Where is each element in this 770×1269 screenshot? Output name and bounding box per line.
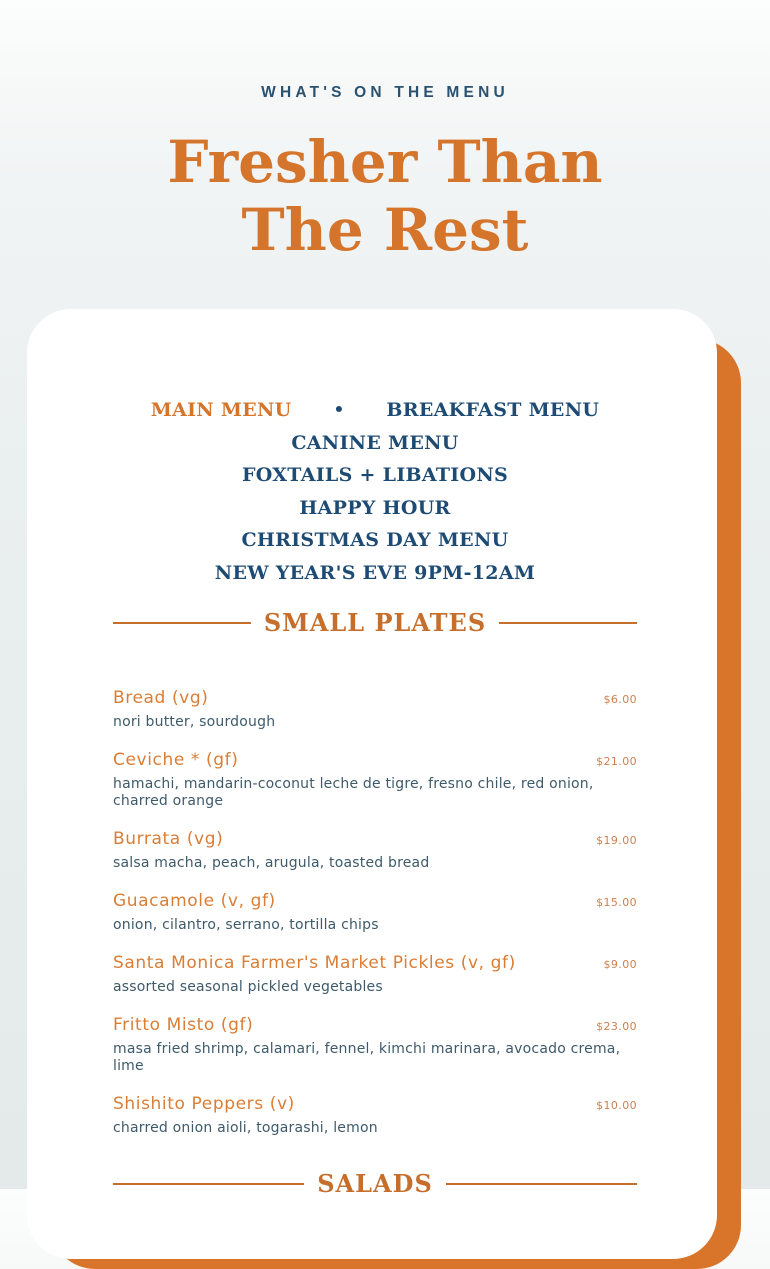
menu-item-header: [113, 750, 637, 770]
menu-item-fritto-misto: [113, 1015, 637, 1075]
section-heading-next: [113, 1169, 637, 1199]
eyebrow-label: WHAT'S ON THE MENU: [261, 84, 509, 101]
section-title: SMALL PLATES: [263, 608, 487, 637]
menu-item-header: [113, 829, 637, 849]
menu-nav-row: [113, 394, 637, 427]
menu-item-header: [113, 891, 637, 911]
nav-link-canine-menu[interactable]: CANINE MENU: [291, 431, 459, 454]
nav-bullet-separator: •: [333, 400, 345, 420]
menu-item-price: $9.00: [603, 958, 637, 971]
menu-item-description: assorted seasonal pickled vegetables: [113, 979, 383, 995]
menu-nav-row: [113, 524, 637, 557]
menu-item-description: masa fried shrimp, calamari, fennel, kimchi marinara, avocado crema, lime: [113, 1041, 621, 1074]
menu-item-name: Guacamole (v, gf): [113, 891, 276, 911]
menu-item-price: $6.00: [603, 693, 637, 706]
menu-item-header: [113, 688, 637, 708]
menu-nav-row: [113, 492, 637, 525]
menu-item-shishito-peppers: [113, 1094, 637, 1137]
nav-link-happy-hour[interactable]: HAPPY HOUR: [299, 496, 451, 519]
menu-card-wrapper: [0, 309, 770, 1259]
section-title: SALADS: [317, 1169, 433, 1198]
menu-item-name: Shishito Peppers (v): [113, 1094, 295, 1114]
hero-header: [0, 0, 770, 264]
menu-item-price: $21.00: [596, 755, 637, 768]
nav-link-foxtails-libations[interactable]: FOXTAILS + LIBATIONS: [241, 464, 509, 486]
menu-item-name: Burrata (vg): [113, 829, 224, 849]
menu-card: [27, 309, 717, 1259]
menu-nav: [113, 394, 637, 589]
menu-nav-row: [113, 459, 637, 492]
nav-link-christmas-day-menu[interactable]: CHRISTMAS DAY MENU: [241, 529, 509, 551]
menu-item-guacamole: [113, 891, 637, 934]
menu-nav-row: [113, 557, 637, 590]
menu-item-pickles: [113, 953, 637, 996]
menu-item-name: Fritto Misto (gf): [113, 1015, 254, 1035]
menu-item-price: $10.00: [596, 1099, 637, 1112]
menu-item-description: salsa macha, peach, arugula, toasted bread: [113, 855, 430, 871]
menu-item-bread: [113, 688, 637, 731]
menu-item-burrata: [113, 829, 637, 872]
nav-link-new-years-eve[interactable]: NEW YEAR'S EVE 9PM-12AM: [214, 561, 536, 584]
nav-link-breakfast-menu[interactable]: BREAKFAST MENU: [386, 399, 600, 421]
menu-item-name: Bread (vg): [113, 688, 209, 708]
section-heading-small-plates: [113, 608, 637, 638]
nav-link-main-menu[interactable]: MAIN MENU: [150, 399, 292, 421]
menu-nav-row: [113, 427, 637, 460]
menu-item-name: Santa Monica Farmer's Market Pickles (v, gf): [113, 953, 516, 973]
menu-item-description: hamachi, mandarin-coconut leche de tigre, fresno chile, red onion, charred orange: [113, 776, 594, 809]
heading-rule-right: [446, 1183, 637, 1185]
heading-rule-right: [499, 622, 637, 624]
menu-item-price: $23.00: [596, 1020, 637, 1033]
menu-item-header: [113, 1015, 637, 1035]
menu-item-price: $15.00: [596, 896, 637, 909]
menu-item-description: charred onion aioli, togarashi, lemon: [113, 1120, 378, 1136]
menu-item-header: [113, 953, 637, 973]
page-title-line2: The Rest: [241, 196, 529, 264]
page-title: [125, 128, 645, 264]
heading-rule-left: [113, 622, 251, 624]
heading-rule-left: [113, 1183, 304, 1185]
menu-item-description: onion, cilantro, serrano, tortilla chips: [113, 917, 379, 933]
menu-item-ceviche: [113, 750, 637, 810]
menu-item-description: nori butter, sourdough: [113, 714, 276, 730]
small-plates-list: [113, 688, 637, 1137]
menu-item-price: $19.00: [596, 834, 637, 847]
page-title-line1: Fresher Than: [167, 128, 603, 196]
menu-item-header: [113, 1094, 637, 1114]
menu-item-name: Ceviche * (gf): [113, 750, 239, 770]
